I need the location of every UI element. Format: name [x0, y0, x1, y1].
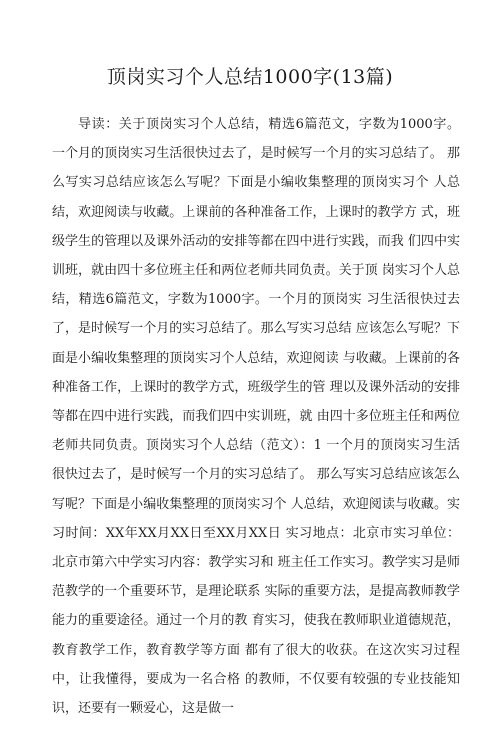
document-title: 顶岗实习个人总结1000字(13篇)	[106, 66, 394, 88]
document-body-paragraph: 导读：关于顶岗实习个人总结，精选6篇范文，字数为1000字。 一个月的顶岗实习生活很快过去了，是时候写一个月的实习总结了。 那么写实习总结应该怎么写呢？下面是小编收集整理的顶岗实习个 人总结，欢迎阅读与收藏。上课前的各种准备工作，上课时的教学方 式，班级学生的管理以及课外活动的安排等都在四中进行实践，而我 们四中实训班，就由四十多位班主任和两位老师共同负责。关于顶 岗实习个人总结，精选6篇范文，字数为1000字。一个月的顶岗实 习生活很快过去了，是时候写一个月的实习总结了。那么写实习总结 应该怎么写呢？下面是小编收集整理的顶岗实习个人总结，欢迎阅读 与收藏。上课前的各种准备工作，上课时的教学方式，班级学生的管 理以及课外活动的安排等都在四中进行实践，而我们四中实训班，就 由四十多位班主任和两位老师共同负责。顶岗实习个人总结（范文）：1 一个月的顶岗实习生活很快过去了，是时候写一个月的实习总结了。 那么写实习总结应该怎么写呢？下面是小编收集整理的顶岗实习个 人总结，欢迎阅读与收藏。实习时间：XX年XX月XX日至XX月XX日 实习地点：北京市实习单位：北京市第六中学实习内容：教学实习和 班主任工作实习。教学实习是师范教学的一个重要环节，是理论联系 实际的重要方法，是提高教师教学能力的重要途径。通过一个月的教 育实习，使我在教师职业道德规范，教育教学工作，教育教学等方面 都有了很大的收获。在这次实习过程中，让我懂得，要成为一名合格 的教师，不仅要有较强的专业技能知识，还要有一颗爱心，这是做一	[52, 117, 460, 717]
